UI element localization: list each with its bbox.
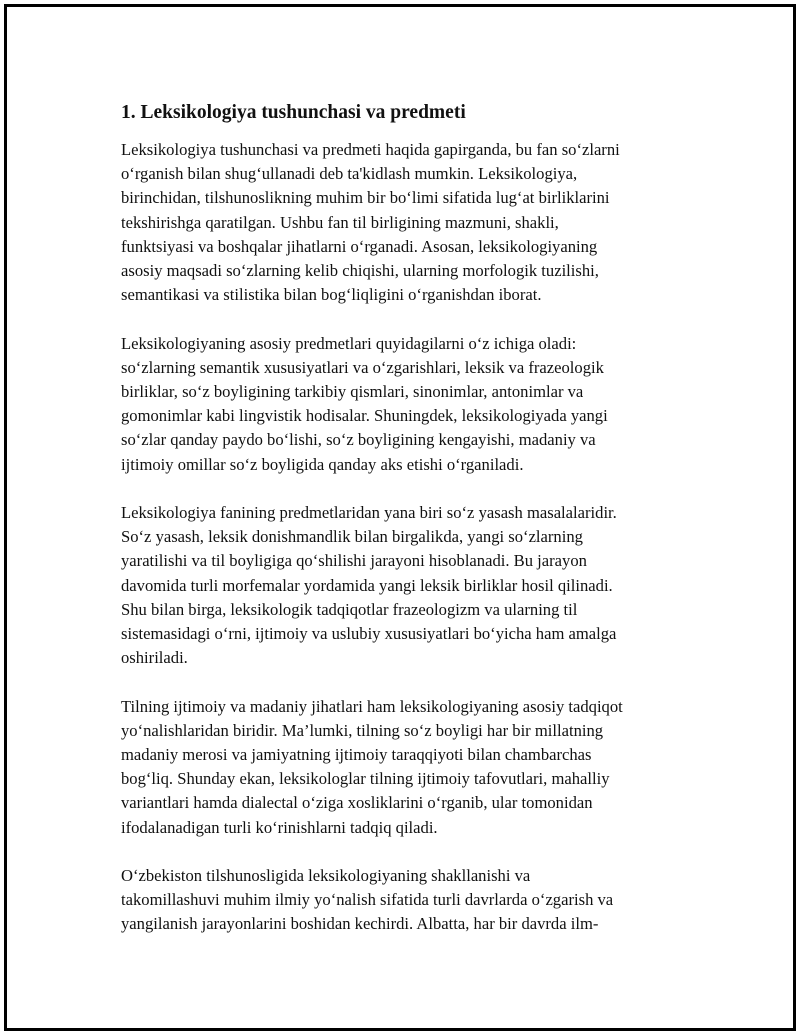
text-line: oshiriladi. (121, 648, 188, 668)
text-line: o‘rganish bilan shug‘ullanadi deb ta'kidlash mumkin. Leksikologiya, (121, 164, 578, 184)
text-line: funktsiyasi va boshqalar jihatlarni o‘rganadi. Asosan, leksikologiyaning (121, 236, 598, 256)
text-line: madaniy merosi va jamiyatning ijtimoiy taraqqiyoti bilan chambarchas (121, 745, 592, 765)
paragraph-4 (121, 695, 691, 840)
text-line: so‘zlar qanday paydo bo‘lishi, so‘z boyligining kengayishi, madaniy va (121, 430, 596, 450)
text-line: ifodalanadigan turli ko‘rinishlarni tadqiq qiladi. (121, 817, 438, 837)
text-line: asosiy maqsadi so‘zlarning kelib chiqishi, ularning morfologik tuzilishi, (121, 261, 599, 281)
paragraph-3 (121, 501, 691, 670)
text-line: So‘z yasash, leksik donishmandlik bilan birgalikda, yangi so‘zlarning (121, 527, 583, 547)
text-line: Tilning ijtimoiy va madaniy jihatlari ham leksikologiyaning asosiy tadqiqot (121, 696, 623, 716)
text-line: semantikasi va stilistika bilan bog‘liqligini o‘rganishdan iborat. (121, 285, 542, 305)
page-frame (4, 4, 796, 1031)
text-line: yangilanish jarayonlarini boshidan kechirdi. Albatta, har bir davrda ilm- (121, 914, 599, 934)
text-line: birliklar, so‘z boyligining tarkibiy qismlari, sinonimlar, antonimlar va (121, 382, 584, 402)
text-line: variantlari hamda dialectal o‘ziga xosliklarini o‘rganib, ular tomonidan (121, 793, 593, 813)
section-heading: 1. Leksikologiya tushunchasi va predmeti (121, 102, 466, 123)
text-line: tekshirishga qaratilgan. Ushbu fan til birligining mazmuni, shakli, (121, 212, 559, 232)
text-line: davomida turli morfemalar yordamida yangi leksik birliklar hosil qilinadi. (121, 575, 613, 595)
document-body (121, 101, 691, 961)
text-line: Leksikologiya fanining predmetlaridan yana biri so‘z yasash masalalaridir. (121, 503, 617, 523)
text-line: takomillashuvi muhim ilmiy yo‘nalish sifatida turli davrlarda o‘zgarish va (121, 890, 614, 910)
text-line: birinchidan, tilshunoslikning muhim bir bo‘limi sifatida lug‘at birliklarini (121, 188, 610, 208)
text-line: yaratilishi va til boyligiga qo‘shilishi jarayoni hisoblanadi. Bu jarayon (121, 551, 587, 571)
paragraph-1 (121, 138, 691, 307)
text-line: yo‘nalishlaridan biridir. Ma’lumki, tilning so‘z boyligi har bir millatning (121, 720, 604, 740)
text-line: so‘zlarning semantik xususiyatlari va o‘zgarishlari, leksik va frazeologik (121, 357, 604, 377)
text-line: gomonimlar kabi lingvistik hodisalar. Shuningdek, leksikologiyada yangi (121, 406, 608, 426)
text-line: Leksikologiya tushunchasi va predmeti haqida gapirganda, bu fan so‘zlarni (121, 140, 620, 159)
text-line: sistemasidagi o‘rni, ijtimoiy va uslubiy xususiyatlari bo‘yicha ham amalga (121, 624, 617, 644)
text-line: Shu bilan birga, leksikologik tadqiqotlar frazeologizm va ularning til (121, 599, 578, 619)
text-line: O‘zbekiston tilshunosligida leksikologiyaning shakllanishi va (121, 866, 531, 886)
text-line: bog‘liq. Shunday ekan, leksikologlar tilning ijtimoiy tafovutlari, mahalliy (121, 769, 610, 789)
text-line: Leksikologiyaning asosiy predmetlari quyidagilarni o‘z ichiga oladi: (121, 333, 577, 353)
paragraph-5 (121, 864, 691, 937)
paragraph-2 (121, 332, 691, 477)
text-line: ijtimoiy omillar so‘z boyligida qanday aks etishi o‘rganiladi. (121, 454, 524, 474)
